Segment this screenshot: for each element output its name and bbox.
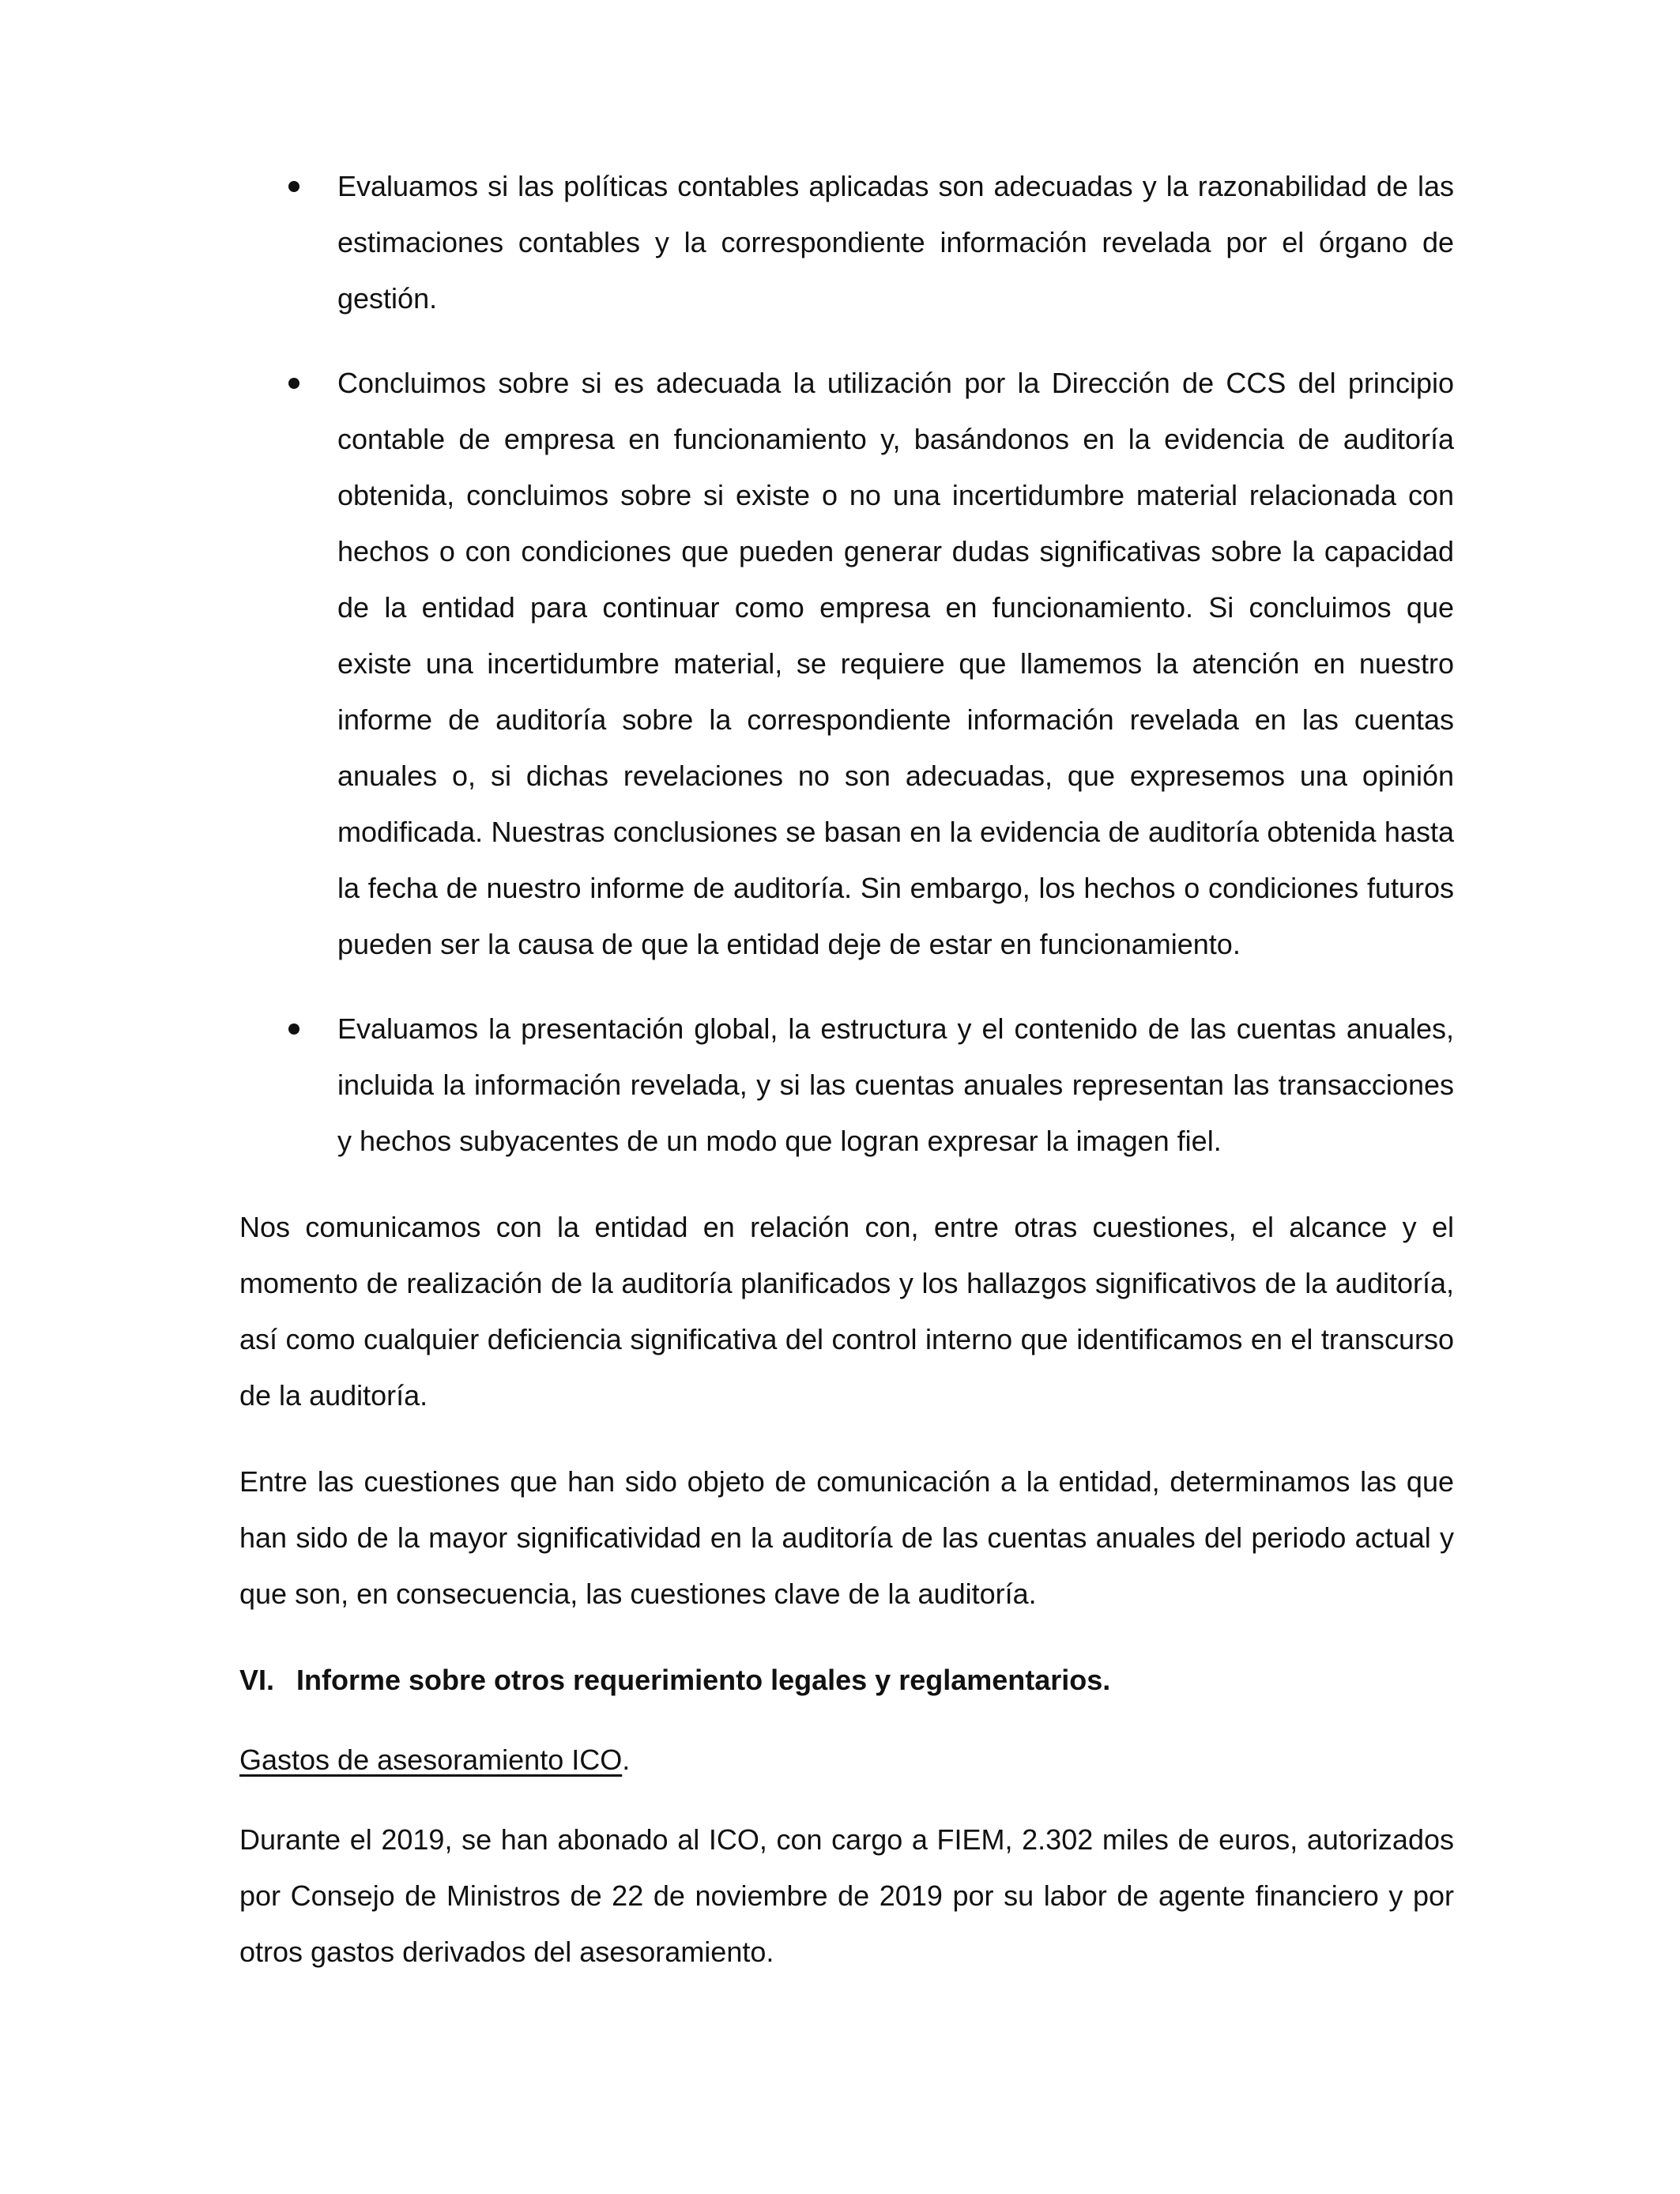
section-heading — [239, 1652, 1454, 1708]
bullet-text: Concluimos sobre si es adecuada la utilización por la Dirección de CCS del principio contable de empresa en funcionamiento y, basándonos en la evidencia de auditoría obtenida, concluimos sobre si existe o no una incertidumbre material relacionada con hechos o con condiciones que pueden generar dudas significativas sobre la capacidad de la entidad para continuar como empresa en funcionamiento. Si concluimos que existe una incertidumbre material, se requiere que llamemos la atención en nuestro informe de auditoría sobre la correspondiente información revelada en las cuentas anuales o, si dichas revelaciones no son adecuadas, que expresemos una opinión modificada. Nuestras conclusiones se basan en la evidencia de auditoría obtenida hasta la fecha de nuestro informe de auditoría. Sin embargo, los hechos o condiciones futuros pueden ser la causa de que la entidad deje de estar en funcionamiento. — [337, 367, 1454, 960]
subsection-title: Gastos de asesoramiento ICO — [239, 1744, 623, 1776]
subsection-suffix: . — [622, 1744, 631, 1776]
body-paragraph-final: Durante el 2019, se han abonado al ICO, con cargo a FIEM, 2.302 miles de euros, autorizados por Consejo de Ministros de 22 de noviembre de 2019 por su labor de agente financiero y por otros gastos derivados del asesoramiento. — [239, 1823, 1454, 1968]
bullet-icon — [288, 378, 299, 389]
section-number: VI. — [239, 1664, 275, 1696]
bullet-text: Evaluamos la presentación global, la estructura y el contenido de las cuentas anuales, incluida la información revelada, y si las cuentas anuales representan las transacciones y hechos subyacentes de un modo que logran expresar la imagen fiel. — [337, 1012, 1454, 1157]
subsection-heading — [239, 1732, 1454, 1788]
section-title: Informe sobre otros requerimiento legales y reglamentarios. — [296, 1664, 1111, 1696]
body-paragraph: Entre las cuestiones que han sido objeto de comunicación a la entidad, determinamos las que han sido de la mayor significatividad en la auditoría de las cuentas anuales del periodo actual y que son, en consecuencia, las cuestiones clave de la auditoría. — [239, 1465, 1454, 1610]
bullet-text: Evaluamos si las políticas contables aplicadas son adecuadas y la razonabilidad de las estimaciones contables y la correspondiente información revelada por el órgano de gestión. — [337, 170, 1454, 315]
page-content — [239, 158, 1454, 1980]
bullet-item — [239, 1001, 1454, 1169]
bullet-item — [239, 355, 1454, 972]
bullet-list — [239, 158, 1454, 1169]
bullet-icon — [288, 1023, 299, 1035]
bullet-item — [239, 158, 1454, 326]
bullet-icon — [288, 181, 299, 192]
body-paragraph: Nos comunicamos con la entidad en relación con, entre otras cuestiones, el alcance y el momento de realización de la auditoría planificados y los hallazgos significativos de la auditoría, así como cualquier deficiencia significativa del control interno que identificamos en el transcurso de la auditoría. — [239, 1211, 1454, 1412]
